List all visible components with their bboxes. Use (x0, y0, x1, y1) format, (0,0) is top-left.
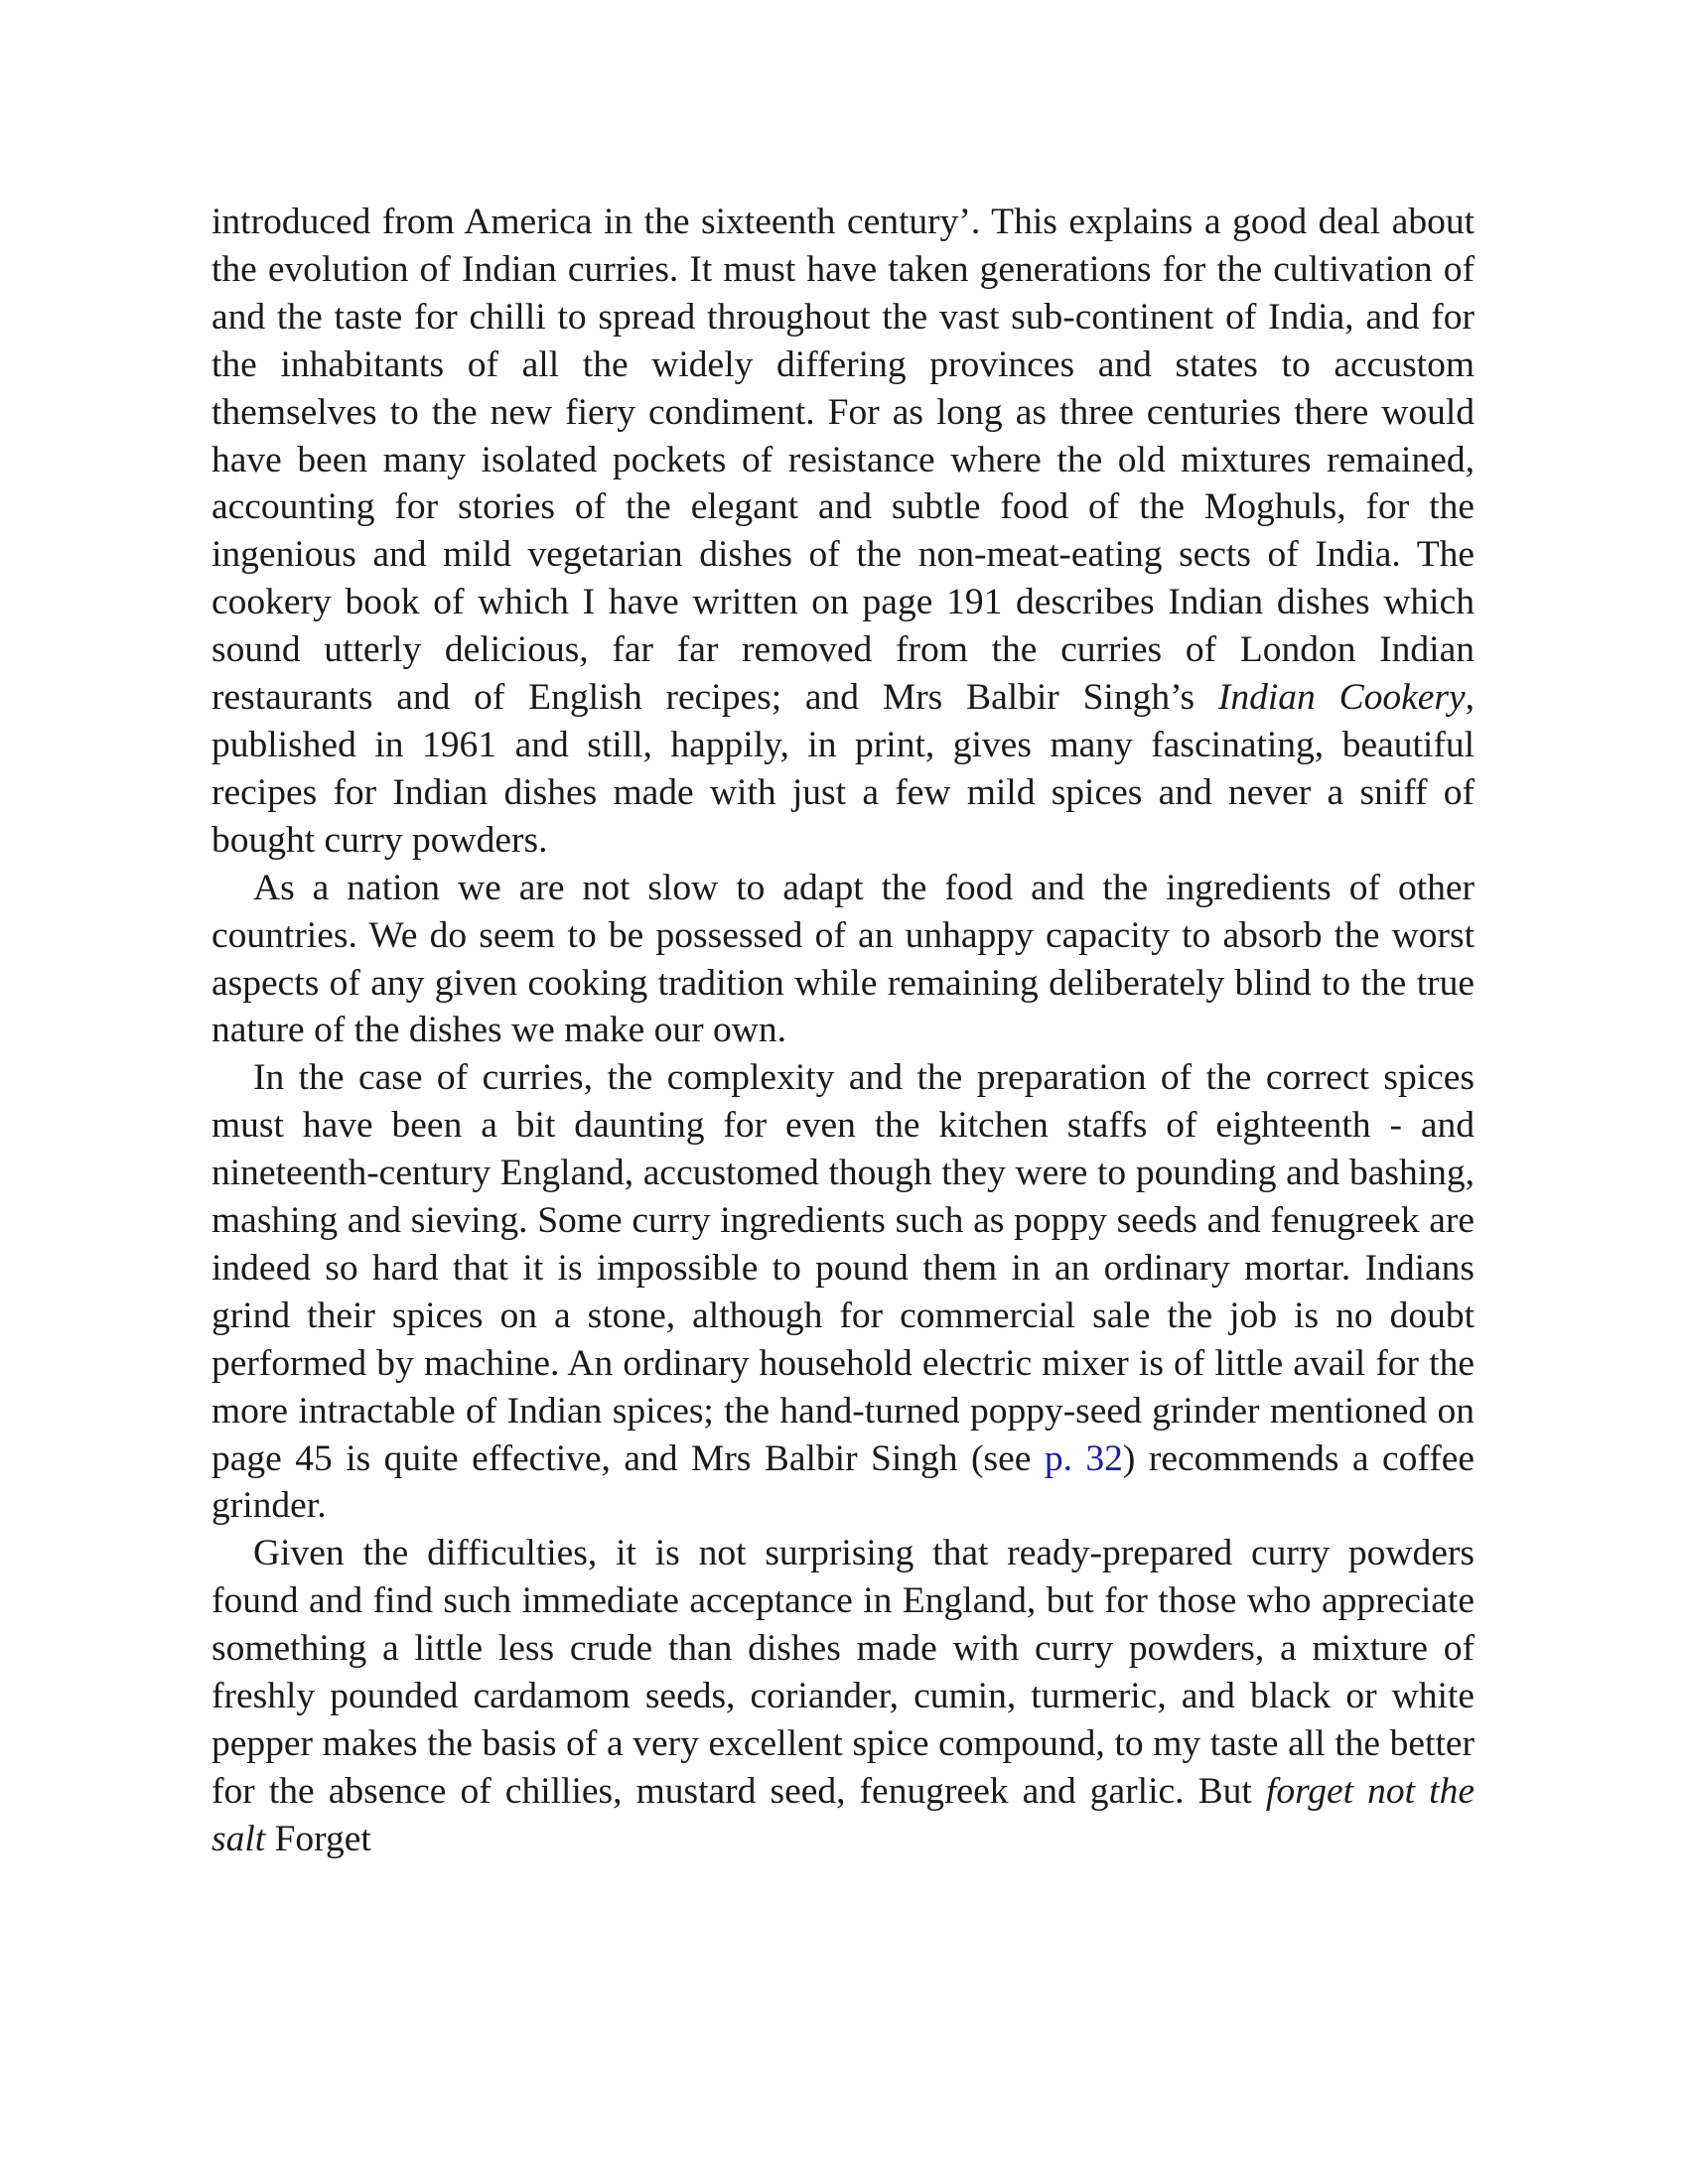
emphasis-forget-not-the-salt: forget not the salt (211, 1770, 1475, 1859)
paragraph-4-text-2: Forget (265, 1818, 371, 1859)
page-reference-link[interactable]: p. 32 (1044, 1437, 1123, 1479)
paragraph-3-text-2: ) recommends a coffee grinder. (211, 1437, 1475, 1527)
book-title-indian-cookery: Indian Cookery (1217, 677, 1466, 719)
paragraph-1-text-1: introduced from America in the sixteenth century’. This explains a good deal about the evolution of Indian curries. It must have taken generations for the cultivation of and the taste for chilli to spread throughout the vast sub-continent of India, and for the inhabitants of all the widely differing provinces and states to accustom themselves to the new fiery condiment. For as long as three centuries there would have been many isolated pockets of resistance where the old mixtures remained, accounting for stories of the elegant and subtle food of the Moghuls, for the ingenious and mild vegetarian dishes of the non-meat-eating sects of India. The cookery book of which I have written on page 191 describes Indian dishes which sound utterly delicious, far far removed from the curries of London Indian restaurants and of English recipes; and Mrs Balbir Singh’s (211, 202, 1475, 719)
paragraph-2-text-1: As a nation we are not slow to adapt the food and the ingredients of other countries. We do seem to be possessed of an unhappy capacity to absorb the worst aspects of any given cooking tradition while remaining deliberately blind to the true nature of the dishes we make our own. (211, 867, 1475, 1051)
paragraph-1-text-2: , published in 1961 and still, happily, in print, gives many fascinating, beautiful recipes for Indian dishes made with just a few mild spices and never a sniff of bought curry powders. (211, 677, 1475, 861)
paragraph-4-text-1: Given the difficulties, it is not surprising that ready-prepared curry powders found and find such immediate acceptance in England, but for those who appreciate something a little less crude than dishes made with curry powders, a mixture of freshly pounded cardamom seeds, coriander, cumin, turmeric, and black or white pepper makes the basis of a very excellent spice compound, to my taste all the better for the absence of chillies, mustard seed, fenugreek and garlic. But (211, 1533, 1475, 1812)
page-body (211, 199, 1475, 1863)
paragraph-2 (211, 865, 1475, 1055)
paragraph-3-text-1: In the case of curries, the complexity and the preparation of the correct spices must have been a bit daunting for even the kitchen staffs of eighteenth - and nineteenth-century England, accustomed though they were to pounding and bashing, mashing and sieving. Some curry ingredients such as poppy seeds and fenugreek are indeed so hard that it is impossible to pound them in an ordinary mortar. Indians grind their spices on a stone, although for commercial sale the job is no doubt performed by machine. An ordinary household electric mixer is of little avail for the more intractable of Indian spices; the hand-turned poppy-seed grinder mentioned on page 45 is quite effective, and Mrs Balbir Singh (see (211, 1057, 1475, 1479)
paragraph-4 (211, 1530, 1475, 1862)
paragraph-1 (211, 199, 1475, 865)
paragraph-3 (211, 1054, 1475, 1530)
